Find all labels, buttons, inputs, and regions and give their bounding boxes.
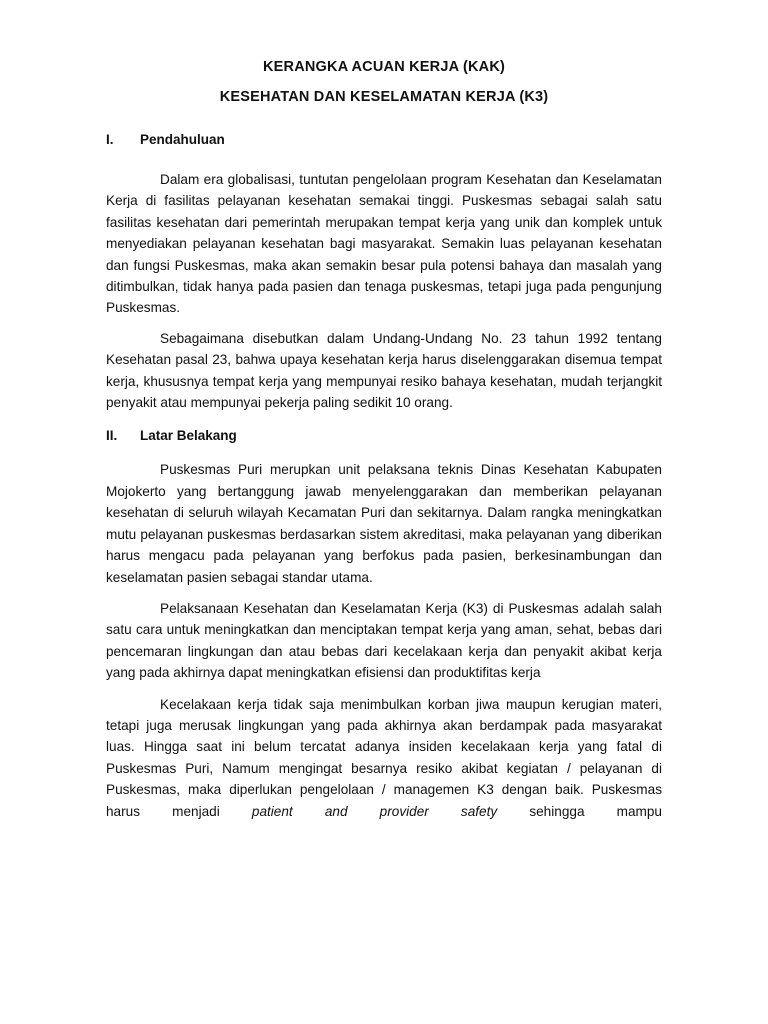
- section-title: Pendahuluan: [140, 132, 225, 147]
- paragraph: Pelaksanaan Kesehatan dan Keselamatan Kerja (K3) di Puskesmas adalah salah satu cara untuk meningkatkan dan menciptakan tempat kerja yang aman, sehat, bebas dari pencemaran lingkungan dan atau bebas dari kecelakaan kerja dan penyakit akibat kerja yang pada akhirnya dapat meningkatkan efisiensi dan produktifitas kerja: [106, 600, 662, 681]
- paragraph: Dalam era globalisasi, tuntutan pengelolaan program Kesehatan dan Keselamatan Kerja di fasilitas pelayanan kesehatan semakai tinggi. Puskesmas sebagai salah satu fasilitas kesehatan dari pemerintah merupakan tempat kerja yang unik dan komplek untuk menyediakan pelayanan kesehatan bagi masyarakat. Semakin luas pelayanan kesehatan dan fungsi Puskesmas, maka akan semakin besar pula potensi bahaya dan masalah yang ditimbulkan, tidak hanya pada pasien dan tenaga puskesmas, tetapi juga pada pengunjung Puskesmas.: [106, 172, 662, 316]
- document-title: KERANGKA ACUAN KERJA (KAK): [262, 59, 506, 75]
- section-heading-pendahuluan: [106, 130, 662, 150]
- paragraph-text: sehingga mampu: [497, 803, 662, 819]
- document-subtitle: KESEHATAN DAN KESELAMATAN KERJA (K3): [219, 89, 549, 105]
- italic-phrase: patient and provider safety: [251, 803, 498, 819]
- paragraph: Sebagaimana disebutkan dalam Undang-Undang No. 23 tahun 1992 tentang Kesehatan pasal 23, bahwa upaya kesehatan kerja harus diselenggarakan disemua tempat kerja, khususnya tempat kerja yang mempunyai resiko bahaya kesehatan, mudah terjangkit penyakit atau mempunyai pekerja paling sedikit 10 orang.: [106, 330, 662, 411]
- section-title: Latar Belakang: [140, 428, 237, 444]
- document-page: [106, 0, 662, 822]
- paragraph-text: Kecelakaan kerja tidak saja menimbulkan korban jiwa maupun kerugian materi, tetapi juga merusak lingkungan yang pada akhirnya akan berdampak pada masyarakat luas. Hingga saat ini belum tercatat adanya insiden kecelakaan kerja yang fatal di Puskesmas Puri, Namum mengingat besarnya resiko akibat kegiatan / pelayanan di Puskesmas, maka diperlukan pengelolaan / managemen K3 dengan baik. Puskesmas harus menjadi: [106, 696, 662, 819]
- section-number: I.: [106, 132, 114, 147]
- section-heading-latar-belakang: [106, 426, 662, 446]
- paragraph: [106, 694, 662, 822]
- paragraph: Puskesmas Puri merupkan unit pelaksana teknis Dinas Kesehatan Kabupaten Mojokerto yang bertanggung jawab menyelenggarakan dan memberikan pelayanan kesehatan di seluruh wilayah Kecamatan Puri dan sekitarnya. Dalam rangka meningkatkan mutu pelayanan puskesmas berdasarkan sistem akreditasi, maka pelayanan yang diberikan harus mengacu pada pelayanan yang berfokus pada pasien, berkesinambungan dan keselamatan pasien sebagai standar utama.: [106, 462, 662, 585]
- section-number: II.: [106, 428, 118, 444]
